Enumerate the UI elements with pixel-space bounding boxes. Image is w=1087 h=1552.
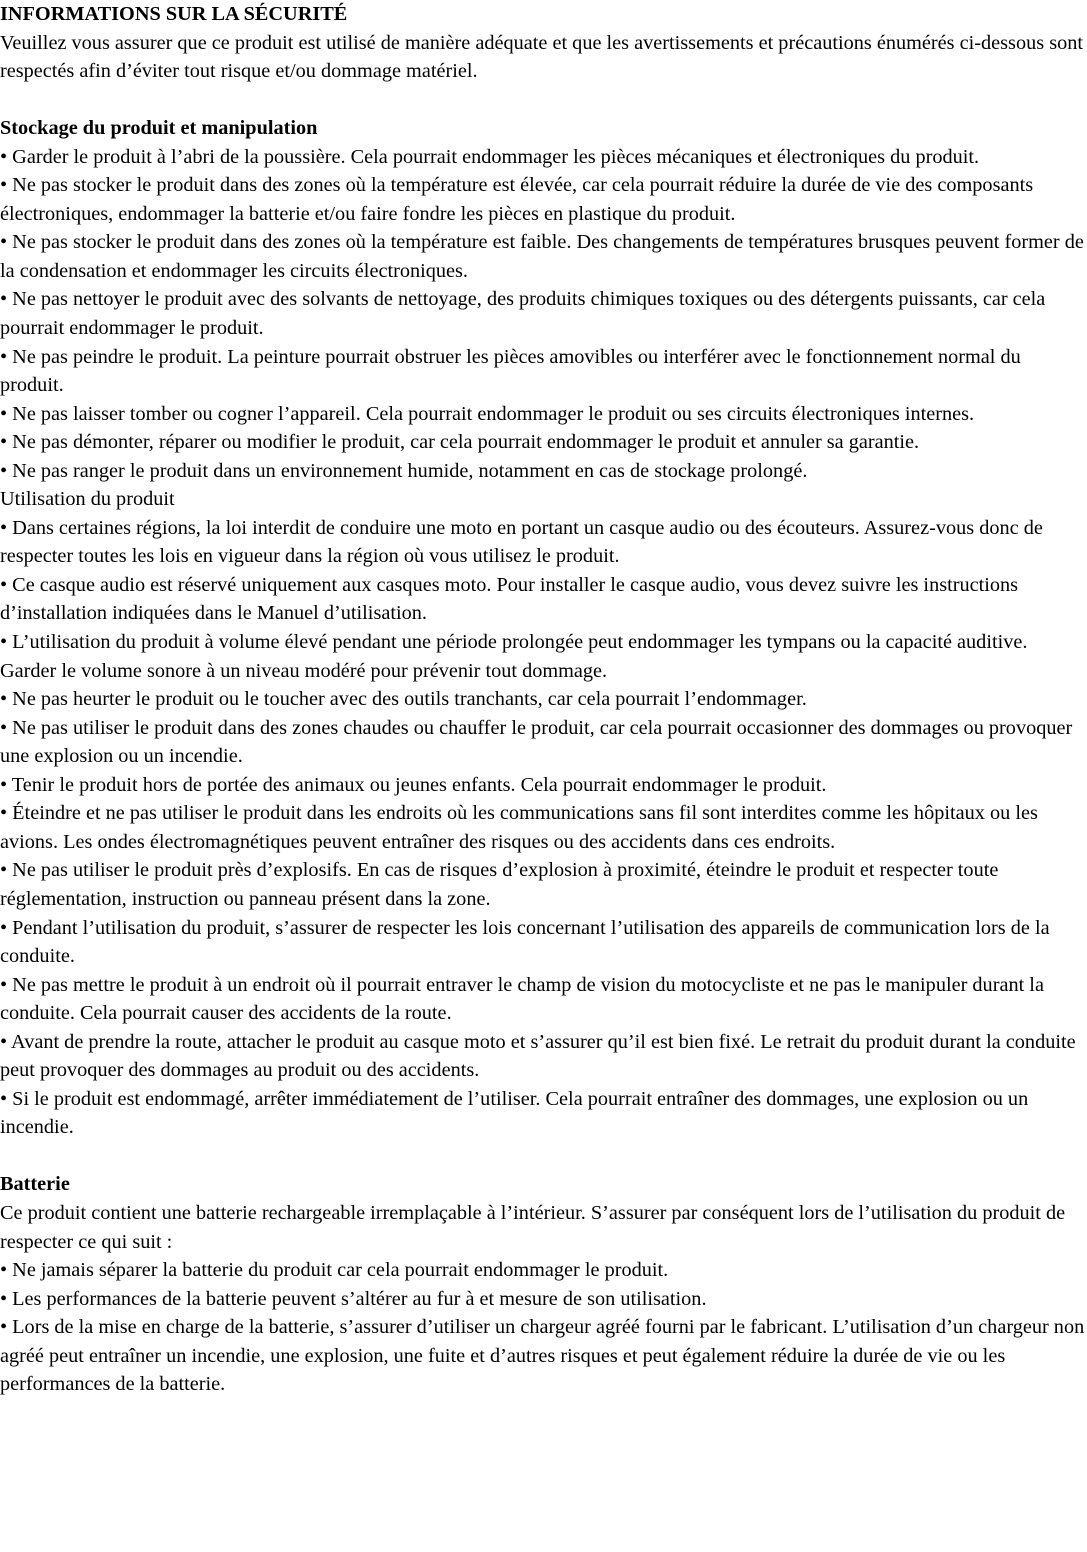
usage-item: • Ne pas utiliser le produit près d’explosifs. En cas de risques d’explosion à proximité, éteindre le produit et respecter toute réglementation, instruction ou panneau présent dans la zone. bbox=[0, 859, 999, 910]
section-gap bbox=[0, 86, 1087, 115]
intro-paragraph: Veuillez vous assurer que ce produit est utilisé de manière adéquate et que les avertissements et précautions énumérés ci-dessous sont respectés afin d’éviter tout risque et/ou dommage matériel. bbox=[0, 31, 1084, 83]
battery-item: • Ne jamais séparer la batterie du produit car cela pourrait endommager le produit. bbox=[0, 1259, 669, 1282]
usage-item: • Avant de prendre la route, attacher le produit au casque moto et s’assurer qu’il est bien fixé. Le retrait du produit durant la conduite peut provoquer des dommages au produit ou des accidents. bbox=[0, 1030, 1076, 1082]
usage-item: • Tenir le produit hors de portée des animaux ou jeunes enfants. Cela pourrait endommager le produit. bbox=[0, 773, 827, 796]
storage-item: • Ne pas peindre le produit. La peinture pourrait obstruer les pièces amovibles ou interférer avec le fonctionnement normal du produit. bbox=[0, 345, 1021, 397]
storage-item: • Ne pas stocker le produit dans des zones où la température est élevée, car cela pourrait réduire la durée de vie des composants électroniques, endommager la batterie et/ou faire fondre les pièces en plastique du produit. bbox=[0, 174, 1034, 225]
battery-item: • Les performances de la batterie peuvent s’altérer au fur à et mesure de son utilisation. bbox=[0, 1287, 707, 1310]
usage-item: • Ne pas utiliser le produit dans des zones chaudes ou chauffer le produit, car cela pourrait occasionner des dommages ou provoquer une explosion ou un incendie. bbox=[0, 716, 1073, 768]
usage-item: • Éteindre et ne pas utiliser le produit dans les endroits où les communications sans fil sont interdites comme les hôpitaux ou les avions. Les ondes électromagnétiques peuvent entraîner des risques ou des accidents dans ces endroits. bbox=[0, 802, 1038, 853]
usage-item: • Pendant l’utilisation du produit, s’assurer de respecter les lois concernant l’utilisation des appareils de communication lors de la conduite. bbox=[0, 916, 1050, 968]
storage-item: • Ne pas nettoyer le produit avec des solvants de nettoyage, des produits chimiques toxiques ou des détergents puissants, car cela pourrait endommager le produit. bbox=[0, 288, 1046, 340]
section-gap bbox=[0, 1142, 1087, 1171]
battery-item: • Lors de la mise en charge de la batterie, s’assurer d’utiliser un chargeur agréé fourni par le fabricant. L’utilisation d’un chargeur non agréé peut entraîner un incendie, une explosion, une fuite et d’autres risques et peut également réduire la durée de vie ou les performances de la batterie. bbox=[0, 1316, 1085, 1396]
usage-item: • Ne pas heurter le produit ou le toucher avec des outils tranchants, car cela pourrait l’endommager. bbox=[0, 688, 807, 711]
usage-item: • Dans certaines régions, la loi interdit de conduire une moto en portant un casque audio ou des écouteurs. Assurez-vous donc de respecter toutes les lois en vigueur dans la région où vous utilisez le produit. bbox=[0, 516, 1043, 568]
battery-intro: Ce produit contient une batterie rechargeable irremplaçable à l’intérieur. S’assurer par conséquent lors de l’utilisation du produit de respecter ce qui suit : bbox=[0, 1201, 1066, 1253]
storage-item: • Ne pas démonter, réparer ou modifier le produit, car cela pourrait endommager le produit et annuler sa garantie. bbox=[0, 431, 920, 454]
storage-item: • Garder le produit à l’abri de la poussière. Cela pourrait endommager les pièces mécaniques et électroniques du produit. bbox=[0, 145, 980, 168]
battery-heading: Batterie bbox=[0, 1173, 70, 1196]
usage-item: • Ce casque audio est réservé uniquement aux casques moto. Pour installer le casque audio, vous devez suivre les instructions d’installation indiquées dans le Manuel d’utilisation. bbox=[0, 573, 1019, 625]
usage-item: • Ne pas mettre le produit à un endroit où il pourrait entraver le champ de vision du motocycliste et ne pas le manipuler durant la conduite. Cela pourrait causer des accidents de la route. bbox=[0, 973, 1044, 1025]
storage-heading: Stockage du produit et manipulation bbox=[0, 117, 318, 140]
storage-item: • Ne pas ranger le produit dans un environnement humide, notamment en cas de stockage prolongé. bbox=[0, 459, 808, 482]
usage-heading: Utilisation du produit bbox=[0, 488, 175, 511]
usage-section bbox=[0, 485, 1087, 1142]
usage-item: • L’utilisation du produit à volume élevé pendant une période prolongée peut endommager les tympans ou la capacité auditive. Garder le volume sonore à un niveau modéré pour prévenir tout dommage. bbox=[0, 631, 1028, 682]
storage-item: • Ne pas laisser tomber ou cogner l’appareil. Cela pourrait endommager le produit ou ses circuits électroniques internes. bbox=[0, 402, 975, 425]
storage-section bbox=[0, 114, 1087, 485]
battery-section bbox=[0, 1170, 1087, 1398]
usage-item: • Si le produit est endommagé, arrêter immédiatement de l’utiliser. Cela pourrait entraîner des dommages, une explosion ou un incendie. bbox=[0, 1087, 1029, 1139]
document-title: INFORMATIONS SUR LA SÉCURITÉ bbox=[0, 3, 348, 25]
storage-item: • Ne pas stocker le produit dans des zones où la température est faible. Des changements de températures brusques peuvent former de la condensation et endommager les circuits électroniques. bbox=[0, 231, 1084, 282]
